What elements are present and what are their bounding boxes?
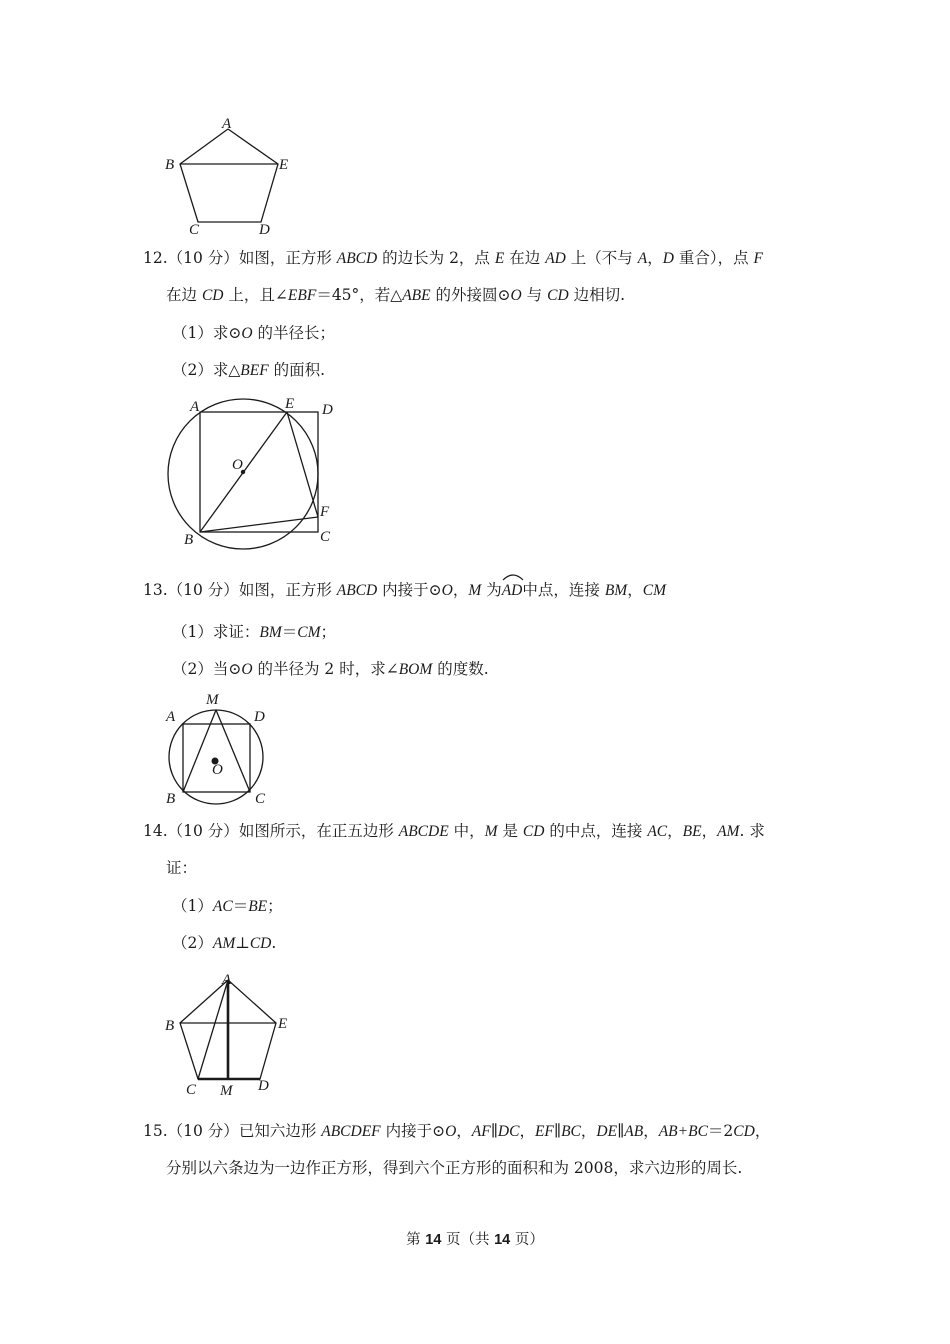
- var: BM: [604, 582, 628, 599]
- text: ＝: [281, 623, 298, 641]
- label-C: C: [186, 1082, 197, 1098]
- text: 如图所示，在正五边形: [238, 822, 399, 840]
- text: ，: [643, 1122, 659, 1140]
- text: 重合），点: [673, 249, 754, 267]
- var: O: [445, 1123, 457, 1140]
- var: CM: [642, 582, 666, 599]
- text: ⊥: [235, 934, 250, 952]
- var: AC: [212, 898, 233, 915]
- var: AM: [212, 935, 236, 952]
- var: CD: [249, 935, 272, 952]
- segment-BF: [200, 517, 318, 532]
- text: （1）: [172, 897, 213, 915]
- q12-part2: [172, 360, 325, 381]
- text: ，: [452, 581, 469, 599]
- var: E: [494, 250, 505, 267]
- label-A: A: [190, 399, 200, 415]
- var: D: [662, 250, 674, 267]
- text: （2）求△: [172, 361, 241, 379]
- segment-BM: [183, 710, 216, 792]
- q12-figure: [160, 392, 350, 552]
- var: BC: [561, 1123, 581, 1140]
- var: DC: [497, 1123, 520, 1140]
- var: BEF: [240, 362, 269, 379]
- label-C: C: [255, 791, 266, 807]
- text: 已知六边形: [238, 1122, 322, 1140]
- var: BE: [682, 823, 702, 840]
- text: ，: [667, 822, 683, 840]
- var: AC: [647, 823, 668, 840]
- var: ABCD: [336, 250, 378, 267]
- total-pages: 14: [494, 1232, 511, 1248]
- score: （10 分）: [167, 1122, 239, 1140]
- q14-part2: [172, 933, 276, 954]
- text: ，: [754, 1122, 771, 1140]
- text: 的面积.: [268, 361, 326, 379]
- text: 如图，正方形: [238, 249, 337, 267]
- text: .: [271, 934, 277, 952]
- q13-part2: [172, 659, 489, 680]
- label-E: E: [285, 396, 295, 412]
- text: （2）当⊙: [172, 660, 242, 678]
- score: （10 分）: [167, 822, 239, 840]
- label-B: B: [184, 532, 194, 548]
- var: AD: [545, 250, 566, 267]
- q12-part1: [172, 323, 335, 344]
- var: CD: [547, 287, 569, 304]
- text: ，: [519, 1122, 535, 1140]
- arc-AD: [502, 580, 523, 601]
- var: AF: [471, 1123, 491, 1140]
- question-number: 12.: [143, 249, 168, 267]
- var: CD: [201, 287, 224, 304]
- question-number: 14.: [143, 822, 168, 840]
- page-number: 14: [425, 1232, 442, 1248]
- label-C: C: [320, 529, 331, 545]
- text: 是: [497, 822, 523, 840]
- text: 的度数.: [432, 660, 489, 678]
- text: ＝: [232, 897, 249, 915]
- label-O: O: [212, 762, 223, 778]
- var: EBF: [287, 287, 317, 304]
- arc-symbol: [502, 571, 524, 581]
- text: 边相切.: [568, 286, 626, 304]
- var: AB+BC: [658, 1123, 708, 1140]
- text: 页）: [510, 1232, 544, 1248]
- var: ABE: [402, 287, 431, 304]
- q12-line2: [166, 285, 625, 306]
- var: AD: [501, 582, 523, 599]
- text: 中点，连接: [522, 581, 605, 599]
- text: 证：: [166, 859, 198, 877]
- text: ，: [580, 1122, 597, 1140]
- text: （1）求⊙: [172, 324, 242, 342]
- label-B: B: [166, 791, 176, 807]
- label-D: D: [258, 1078, 269, 1094]
- text: 内接于⊙: [377, 581, 442, 599]
- q14-part1: [172, 896, 283, 917]
- text: （1）求证：: [172, 623, 260, 641]
- text: ，: [627, 581, 643, 599]
- text: 的外接圆⊙: [430, 286, 511, 304]
- q15-line1: [143, 1121, 770, 1142]
- question-number: 13.: [143, 581, 168, 599]
- text: （2）: [172, 934, 213, 952]
- var: M: [468, 582, 482, 599]
- var: O: [441, 582, 453, 599]
- text: 在边: [504, 249, 546, 267]
- text: 内接于⊙: [380, 1122, 446, 1140]
- var: AB: [624, 1123, 644, 1140]
- text: 页（共: [441, 1232, 495, 1248]
- text: . 求: [739, 822, 765, 840]
- var: O: [241, 661, 253, 678]
- text: 分别以六条边为一边作正方形，得到六个正方形的面积和为 2008，求六边形的周长.: [166, 1159, 743, 1177]
- text: 为: [481, 581, 502, 599]
- q13-part1: [172, 622, 336, 643]
- text: ；: [267, 897, 283, 915]
- label-O: O: [232, 457, 243, 473]
- var: DE: [596, 1123, 618, 1140]
- text: ，: [647, 249, 663, 267]
- text: ∥: [490, 1122, 498, 1140]
- var: O: [510, 287, 522, 304]
- label-E: E: [279, 157, 289, 173]
- pentagon-outline: [180, 129, 278, 222]
- q13-line1: [143, 580, 666, 601]
- score: （10 分）: [167, 581, 239, 599]
- text: 的中点，连接: [544, 822, 648, 840]
- var: CD: [733, 1123, 755, 1140]
- text: 的半径长；: [252, 324, 335, 342]
- var: BM: [259, 624, 282, 641]
- label-M: M: [220, 1083, 233, 1099]
- text: ；: [320, 623, 337, 641]
- label-F: F: [320, 504, 330, 520]
- var: CD: [522, 823, 545, 840]
- var: M: [484, 823, 498, 840]
- label-C: C: [189, 222, 200, 238]
- text: 与: [521, 286, 548, 304]
- text: 中，: [448, 822, 485, 840]
- q12-line1: [143, 248, 763, 269]
- var: BE: [248, 898, 268, 915]
- var: BOM: [398, 661, 433, 678]
- text: ＝2: [707, 1122, 734, 1140]
- text: 第: [406, 1232, 426, 1248]
- segment-CM: [216, 710, 250, 792]
- segment-AC: [198, 980, 228, 1079]
- label-B: B: [165, 1018, 175, 1034]
- label-M: M: [206, 692, 219, 708]
- label-B: B: [165, 157, 175, 173]
- text: 的半径为 2 时，求∠: [252, 660, 399, 678]
- text: ，: [701, 822, 718, 840]
- page-footer: [0, 1228, 950, 1249]
- text: ，: [456, 1122, 472, 1140]
- var: ABCDEF: [321, 1123, 381, 1140]
- var: CM: [297, 624, 321, 641]
- text: ＝45°，若△: [316, 286, 403, 304]
- q14-line1: [143, 821, 765, 842]
- q14-figure: [160, 966, 300, 1101]
- var: F: [753, 250, 763, 267]
- var: EF: [534, 1123, 554, 1140]
- text: ∥: [617, 1122, 625, 1140]
- square-ABCD: [200, 412, 318, 532]
- var: O: [241, 325, 253, 342]
- text: 上，且∠: [223, 286, 288, 304]
- q13-figure: [160, 688, 280, 808]
- label-A: A: [222, 972, 232, 988]
- text: 在边: [166, 286, 202, 304]
- text: 上（不与: [565, 249, 638, 267]
- score: （10 分）: [167, 249, 239, 267]
- var: ABCD: [336, 582, 378, 599]
- text: 如图，正方形: [238, 581, 337, 599]
- q15-line2: [166, 1158, 742, 1178]
- q14-line2: [166, 858, 197, 878]
- label-A: A: [222, 116, 232, 132]
- label-D: D: [254, 709, 265, 725]
- text: ∥: [553, 1122, 562, 1140]
- label-D: D: [322, 402, 333, 418]
- var: AM: [717, 823, 740, 840]
- label-E: E: [278, 1016, 288, 1032]
- label-D: D: [259, 222, 270, 238]
- var: ABCDE: [398, 823, 449, 840]
- label-A: A: [166, 709, 176, 725]
- question-number: 15.: [143, 1122, 168, 1140]
- pentagon-figure-top: [160, 112, 300, 237]
- var: A: [637, 250, 648, 267]
- text: 的边长为 2，点: [377, 249, 495, 267]
